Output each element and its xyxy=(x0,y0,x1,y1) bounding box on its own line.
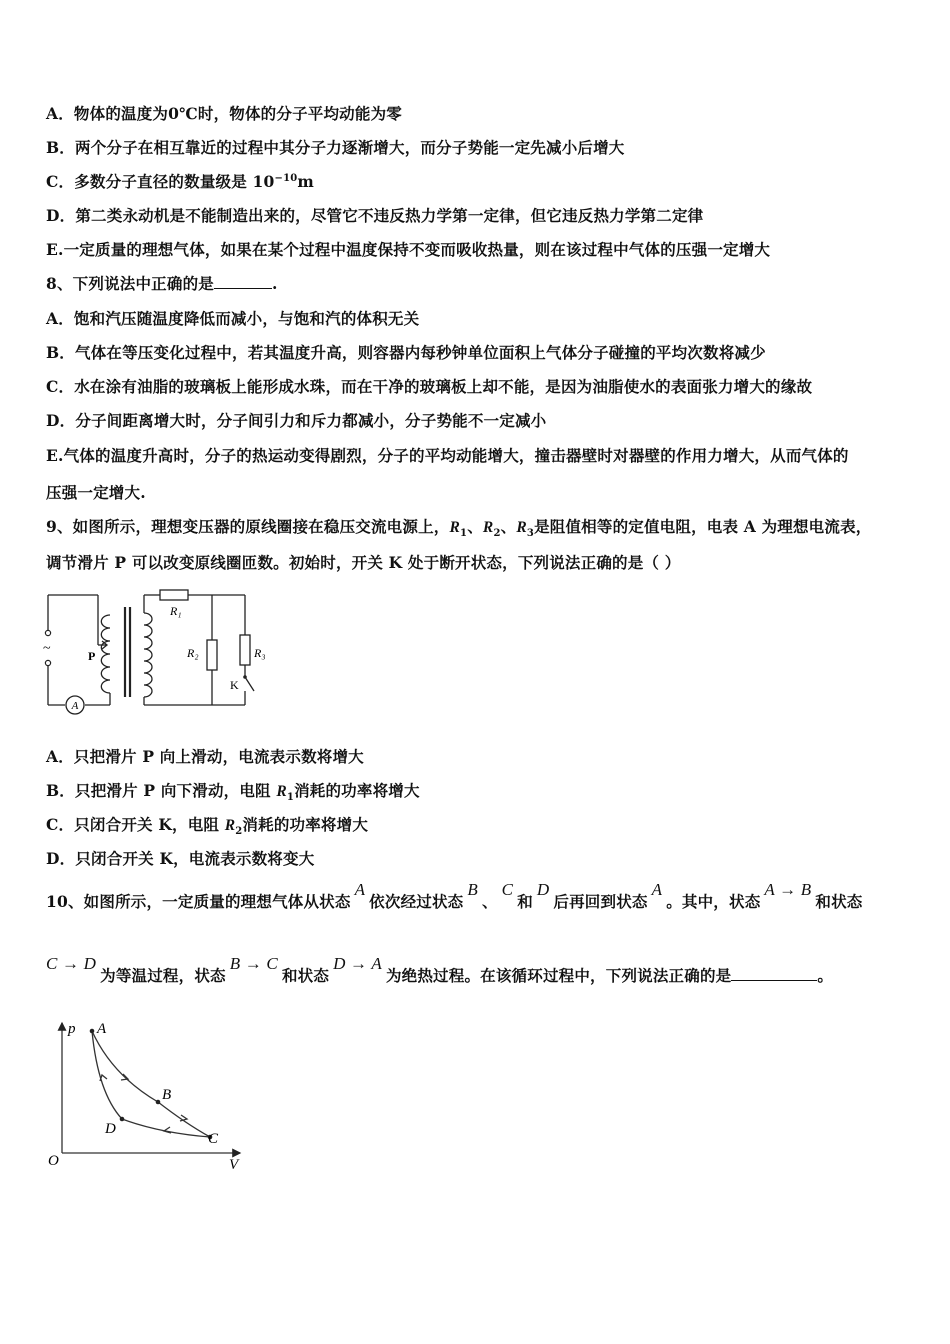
q7-option-b: B．两个分子在相互靠近的过程中其分子力逐渐增大，而分子势能一定先减小后增大 xyxy=(46,138,625,157)
state-a-point xyxy=(90,1029,95,1034)
switch-pivot-icon xyxy=(243,675,247,679)
r2-label: R₂ xyxy=(187,646,199,660)
q8-option-e-line1: E.气体的温度升高时，分子的热运动变得剧烈，分子的平均动能增大，撞击器壁时对器壁的作用力增大，从而气体的 xyxy=(46,446,849,465)
pv-cycle-graph xyxy=(40,1015,260,1180)
q8-option-d: D．分子间距离增大时，分子间引力和斥力都减小，分子势能不一定减小 xyxy=(46,411,547,430)
source-terminal-icon xyxy=(45,660,50,665)
q9-option-b: B．只把滑片 P 向下滑动，电阻 $R_1$消耗的功率将增大 xyxy=(46,781,420,804)
q8-option-e-line2: 压强一定增大. xyxy=(46,483,146,502)
q8-stem: 8、下列说法中正确的是 . xyxy=(46,274,278,293)
state-d-point xyxy=(120,1117,125,1122)
q9-stem-line2: 调节滑片 P 可以改变原线圈匝数。初始时，开关 K 处于断开状态，下列说法正确的是（ ） xyxy=(46,553,681,572)
transformer-circuit-diagram xyxy=(40,585,285,720)
arrow-icon xyxy=(164,1127,171,1133)
q7-option-e: E.一定质量的理想气体，如果在某个过程中温度保持不变而吸收热量，则在该过程中气体的压强一定增大 xyxy=(46,240,771,259)
q7-option-a: A．物体的温度为0℃时，物体的分子平均动能为零 xyxy=(46,104,402,123)
q9-option-a: A．只把滑片 P 向上滑动，电流表示数将增大 xyxy=(46,747,364,766)
q10-stem-line2: C → D为等温过程，状态B → C和状态D → A为绝热过程。在该循环过程中，下列说法正确的是 。 xyxy=(46,954,834,985)
switch-k-label: K xyxy=(230,678,239,692)
q8-option-c: C．水在涂有油脂的玻璃板上能形成水珠，而在干净的玻璃板上却不能，是因为油脂使水的表面张力增大的缘故 xyxy=(46,377,813,396)
answer-blank xyxy=(214,276,272,289)
q10-stem-line1: 10、如图所示，一定质量的理想气体从状态A依次经过状态B、C和D后再回到状态A。其中，状态A → B和状态 xyxy=(46,880,863,911)
source-terminal-icon xyxy=(45,630,50,635)
state-b-point xyxy=(156,1100,161,1105)
origin-label: O xyxy=(48,1153,59,1169)
state-d-label: D xyxy=(105,1121,116,1137)
ammeter-label: A xyxy=(71,700,79,712)
state-a-label: A xyxy=(97,1021,107,1037)
state-b-label: B xyxy=(162,1087,172,1103)
q9-option-d: D．只闭合开关 K，电流表示数将变大 xyxy=(46,849,315,868)
q9-option-c: C．只闭合开关 K，电阻 $R_2$消耗的功率将增大 xyxy=(46,815,369,838)
state-c-label: C xyxy=(208,1131,219,1147)
q8-option-a: A．饱和汽压随温度降低而减小，与饱和汽的体积无关 xyxy=(46,309,420,328)
v-axis-label: V xyxy=(229,1157,239,1173)
ac-source-label: ~ xyxy=(43,641,51,656)
r3-label: R₃ xyxy=(254,646,266,660)
slider-p-label: P xyxy=(88,649,96,663)
p-axis-label: p xyxy=(68,1021,76,1037)
arrow-icon xyxy=(180,1115,187,1121)
q7-option-c: C．多数分子直径的数量级是 $10^{-10}m$ xyxy=(46,172,315,191)
answer-blank xyxy=(731,968,817,981)
q8-option-b: B．气体在等压变化过程中，若其温度升高，则容器内每秒钟单位面积上气体分子碰撞的平均次数将减少 xyxy=(46,343,766,362)
q7-option-d: D．第二类永动机是不能制造出来的，尽管它不违反热力学第一定律，但它违反热力学第二定律 xyxy=(46,206,704,225)
q9-stem-line1: 9、如图所示，理想变压器的原线圈接在稳压交流电源上，$R_1$、$R_2$、$R_3$是阻值相等的定值电阻，电表 A 为理想电流表， xyxy=(46,517,872,540)
r1-label: R₁ xyxy=(170,604,182,618)
